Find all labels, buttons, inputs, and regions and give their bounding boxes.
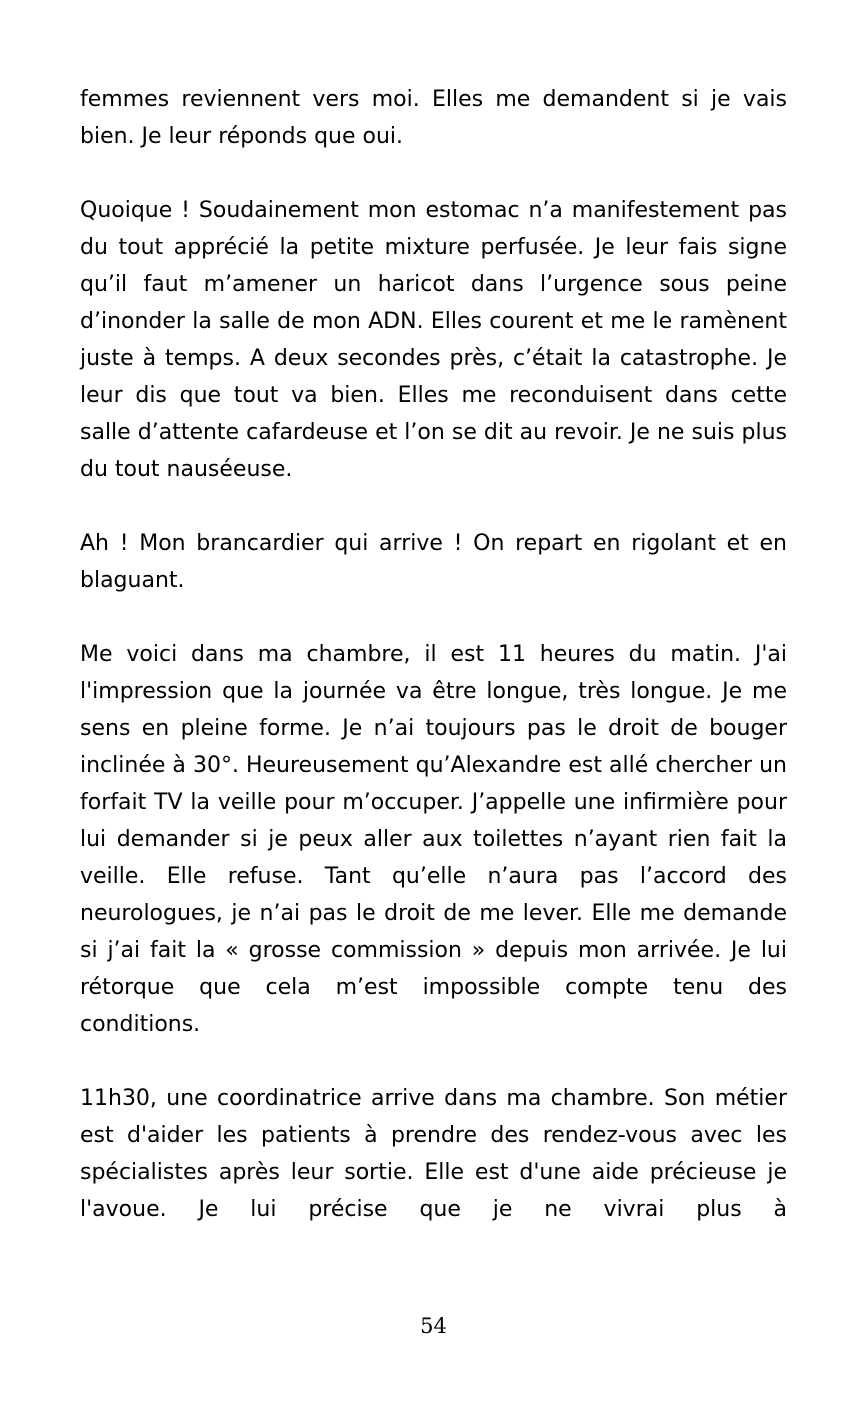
- paragraph-5: 11h30, une coordinatrice arrive dans ma chambre. Son métier est d'aider les patients à prendre des rendez-vous avec les spécialistes après leur sortie. Elle est d'une aide précieuse je l'avoue. Je lui précise que je ne vivrai plus à: [80, 1086, 787, 1222]
- paragraph-1: femmes reviennent vers moi. Elles me demandent si je vais bien. Je leur réponds que oui.: [80, 87, 787, 149]
- paragraph-4: Me voici dans ma chambre, il est 11 heures du matin. J'ai l'impression que la journée va être longue, très longue. Je me sens en pleine forme. Je n’ai toujours pas le droit de bouger inclinée à 30°. Heureusement qu’Alexandre est allé chercher un forfait TV la veille pour m’occuper. J’appelle une infirmière pour lui demander si je peux aller aux toilettes n’ayant rien fait la veille. Elle refuse. Tant qu’elle n’aura pas l’accord des neurologues, je n’ai pas le droit de me lever. Elle me demande si j’ai fait la « grosse commission » depuis mon arrivée. Je lui rétorque que cela m’est impossible compte tenu des conditions.: [80, 642, 787, 1037]
- paragraph-2: Quoique ! Soudainement mon estomac n’a manifestement pas du tout apprécié la petite mixture perfusée. Je leur fais signe qu’il faut m’amener un haricot dans l’urgence sous peine d’inonder la salle de mon ADN. Elles courent et me le ramènent juste à temps. A deux secondes près, c’était la catastrophe. Je leur dis que tout va bien. Elles me reconduisent dans cette salle d’attente cafardeuse et l’on se dit au revoir. Je ne suis plus du tout nauséeuse.: [80, 198, 787, 482]
- page-body: [80, 81, 787, 1265]
- paragraph-3: Ah ! Mon brancardier qui arrive ! On repart en rigolant et en blaguant.: [80, 531, 787, 593]
- page-number: 54: [420, 1314, 447, 1338]
